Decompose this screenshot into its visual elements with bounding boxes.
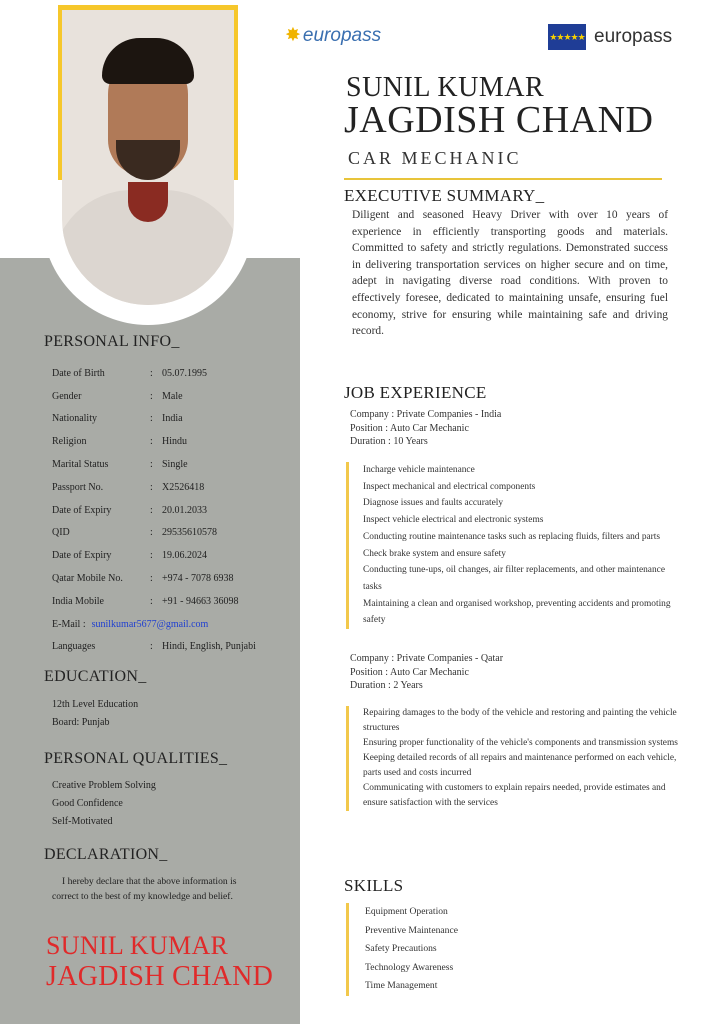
info-row: Marital Status : Single [52, 459, 188, 471]
list-item: Maintaining a clean and organised workshop, preventing accidents and promoting safety [363, 598, 671, 626]
info-row: India Mobile : +91 - 94663 36098 [52, 595, 239, 607]
info-row: Date of Expiry : 19.06.2024 [52, 550, 207, 562]
list-item: Inspect mechanical and electrical components [363, 481, 536, 492]
list-item: Preventive Maintenance [365, 924, 458, 936]
info-row: Religion : Hindu [52, 436, 187, 448]
declaration-text: I hereby declare that the above information is correct to the best of my knowledge and belief. [52, 876, 237, 902]
list-item: Repairing damages to the body of the vehicle and restoring and painting the vehicle structures [363, 708, 677, 733]
list-item: Board: Punjab [52, 717, 110, 728]
job-2-duties [346, 706, 685, 811]
europass-logo-text: europass [594, 26, 673, 47]
list-item: Good Confidence [52, 798, 123, 809]
avatar-collar [128, 182, 168, 222]
eu-flag-icon: ★★★★★ [548, 24, 586, 50]
star-icon: ✸ [285, 25, 301, 46]
name-first: SUNIL KUMAR [346, 72, 545, 103]
list-item: Time Management [365, 980, 438, 991]
list-item: Equipment Operation [365, 906, 448, 917]
experience-title: JOB EXPERIENCE [344, 383, 487, 402]
list-item: Check brake system and ensure safety [363, 548, 506, 559]
email-row: E-Mail : sunilkumar5677@gmail.com [52, 618, 209, 630]
skills-title: SKILLS [344, 876, 404, 895]
qualities-title: PERSONAL QUALITIES_ [44, 750, 228, 767]
job-1-company: Company : Private Companies - India [350, 409, 502, 420]
list-item: Safety Precautions [365, 943, 437, 954]
list-item: Inspect vehicle electrical and electronic systems [363, 515, 544, 526]
profile-photo [62, 10, 234, 305]
qualities-list [52, 777, 156, 831]
list-item: Incharge vehicle maintenance [363, 465, 475, 475]
list-item: Creative Problem Solving [52, 780, 156, 791]
personal-info-title: PERSONAL INFO_ [44, 333, 180, 350]
email-link[interactable]: sunilkumar5677@gmail.com [91, 618, 209, 630]
name-last: JAGDISH CHAND [344, 99, 654, 141]
job-1-meta [350, 408, 501, 449]
info-row: Gender : Male [52, 390, 183, 402]
job-2-meta [350, 652, 503, 693]
job-2-company: Company : Private Companies - Qatar [350, 653, 504, 664]
education-details [52, 696, 138, 732]
job-1-duration: Duration : 10 Years [350, 436, 428, 447]
list-item: Self-Motivated [52, 816, 113, 827]
summary-text: Diligent and seasoned Heavy Driver with over 10 years of experience in efficiently transporting goods and materials. Committed to safety and strictly regulations. Demonstrated success in delivering transportation services on higher secure and on time, adept in navigating diverse road conditions. With proven to effectively foresee, dedicated to maintaining unsafe, ensuring fuel economy, strive for ensuring while maintaining safe and driving record. [352, 209, 668, 338]
info-row: QID : 29535610578 [52, 527, 217, 539]
personal-info-table [52, 362, 256, 658]
title-divider [344, 178, 662, 180]
job-1-position: Position : Auto Car Mechanic [350, 422, 469, 434]
summary-title: EXECUTIVE SUMMARY_ [344, 186, 545, 205]
info-row: Qatar Mobile No. : +974 - 7078 6938 [52, 573, 234, 585]
list-item: Communicating with customers to explain repairs needed, provide estimates and ensure satisfaction with the services [363, 783, 666, 808]
job-title: CAR MECHANIC [348, 148, 522, 168]
europass-logo-right [548, 24, 672, 50]
list-item: Diagnose issues and faults accurately [363, 498, 504, 509]
signature-name-last: JAGDISH CHAND [46, 961, 274, 992]
avatar-beard [116, 140, 180, 180]
list-item: 12th Level Education [52, 699, 139, 710]
list-item: Conducting tune-ups, oil changes, air filter replacements, and other maintenance tasks [363, 565, 665, 592]
list-item: Technology Awareness [365, 961, 454, 973]
list-item: Ensuring proper functionality of the vehicle's components and transmission systems [363, 738, 678, 748]
list-item: Keeping detailed records of all repairs and maintenance performed on each vehicle, parts used and costs incurred [363, 753, 677, 778]
job-2-position: Position : Auto Car Mechanic [350, 666, 469, 678]
skills-list [346, 903, 565, 996]
avatar-hair [102, 38, 194, 84]
job-2-duration: Duration : 2 Years [350, 680, 423, 691]
signature-name-first: SUNIL KUMAR [46, 931, 229, 960]
list-item: Conducting routine maintenance tasks such as replacing fluids, filters and parts [363, 531, 661, 542]
europass-logo-left: ✸ europass [285, 25, 382, 46]
info-row: Passport No. : X2526418 [52, 481, 205, 493]
declaration-title: DECLARATION_ [44, 846, 168, 863]
education-title: EDUCATION_ [44, 668, 147, 685]
job-1-duties [346, 462, 685, 629]
languages-row: Languages : Hindi, English, Punjabi [52, 641, 256, 653]
info-row: Nationality : India [52, 413, 183, 425]
info-row: Date of Expiry : 20.01.2033 [52, 504, 207, 516]
info-row: Date of Birth : 05.07.1995 [52, 367, 207, 379]
